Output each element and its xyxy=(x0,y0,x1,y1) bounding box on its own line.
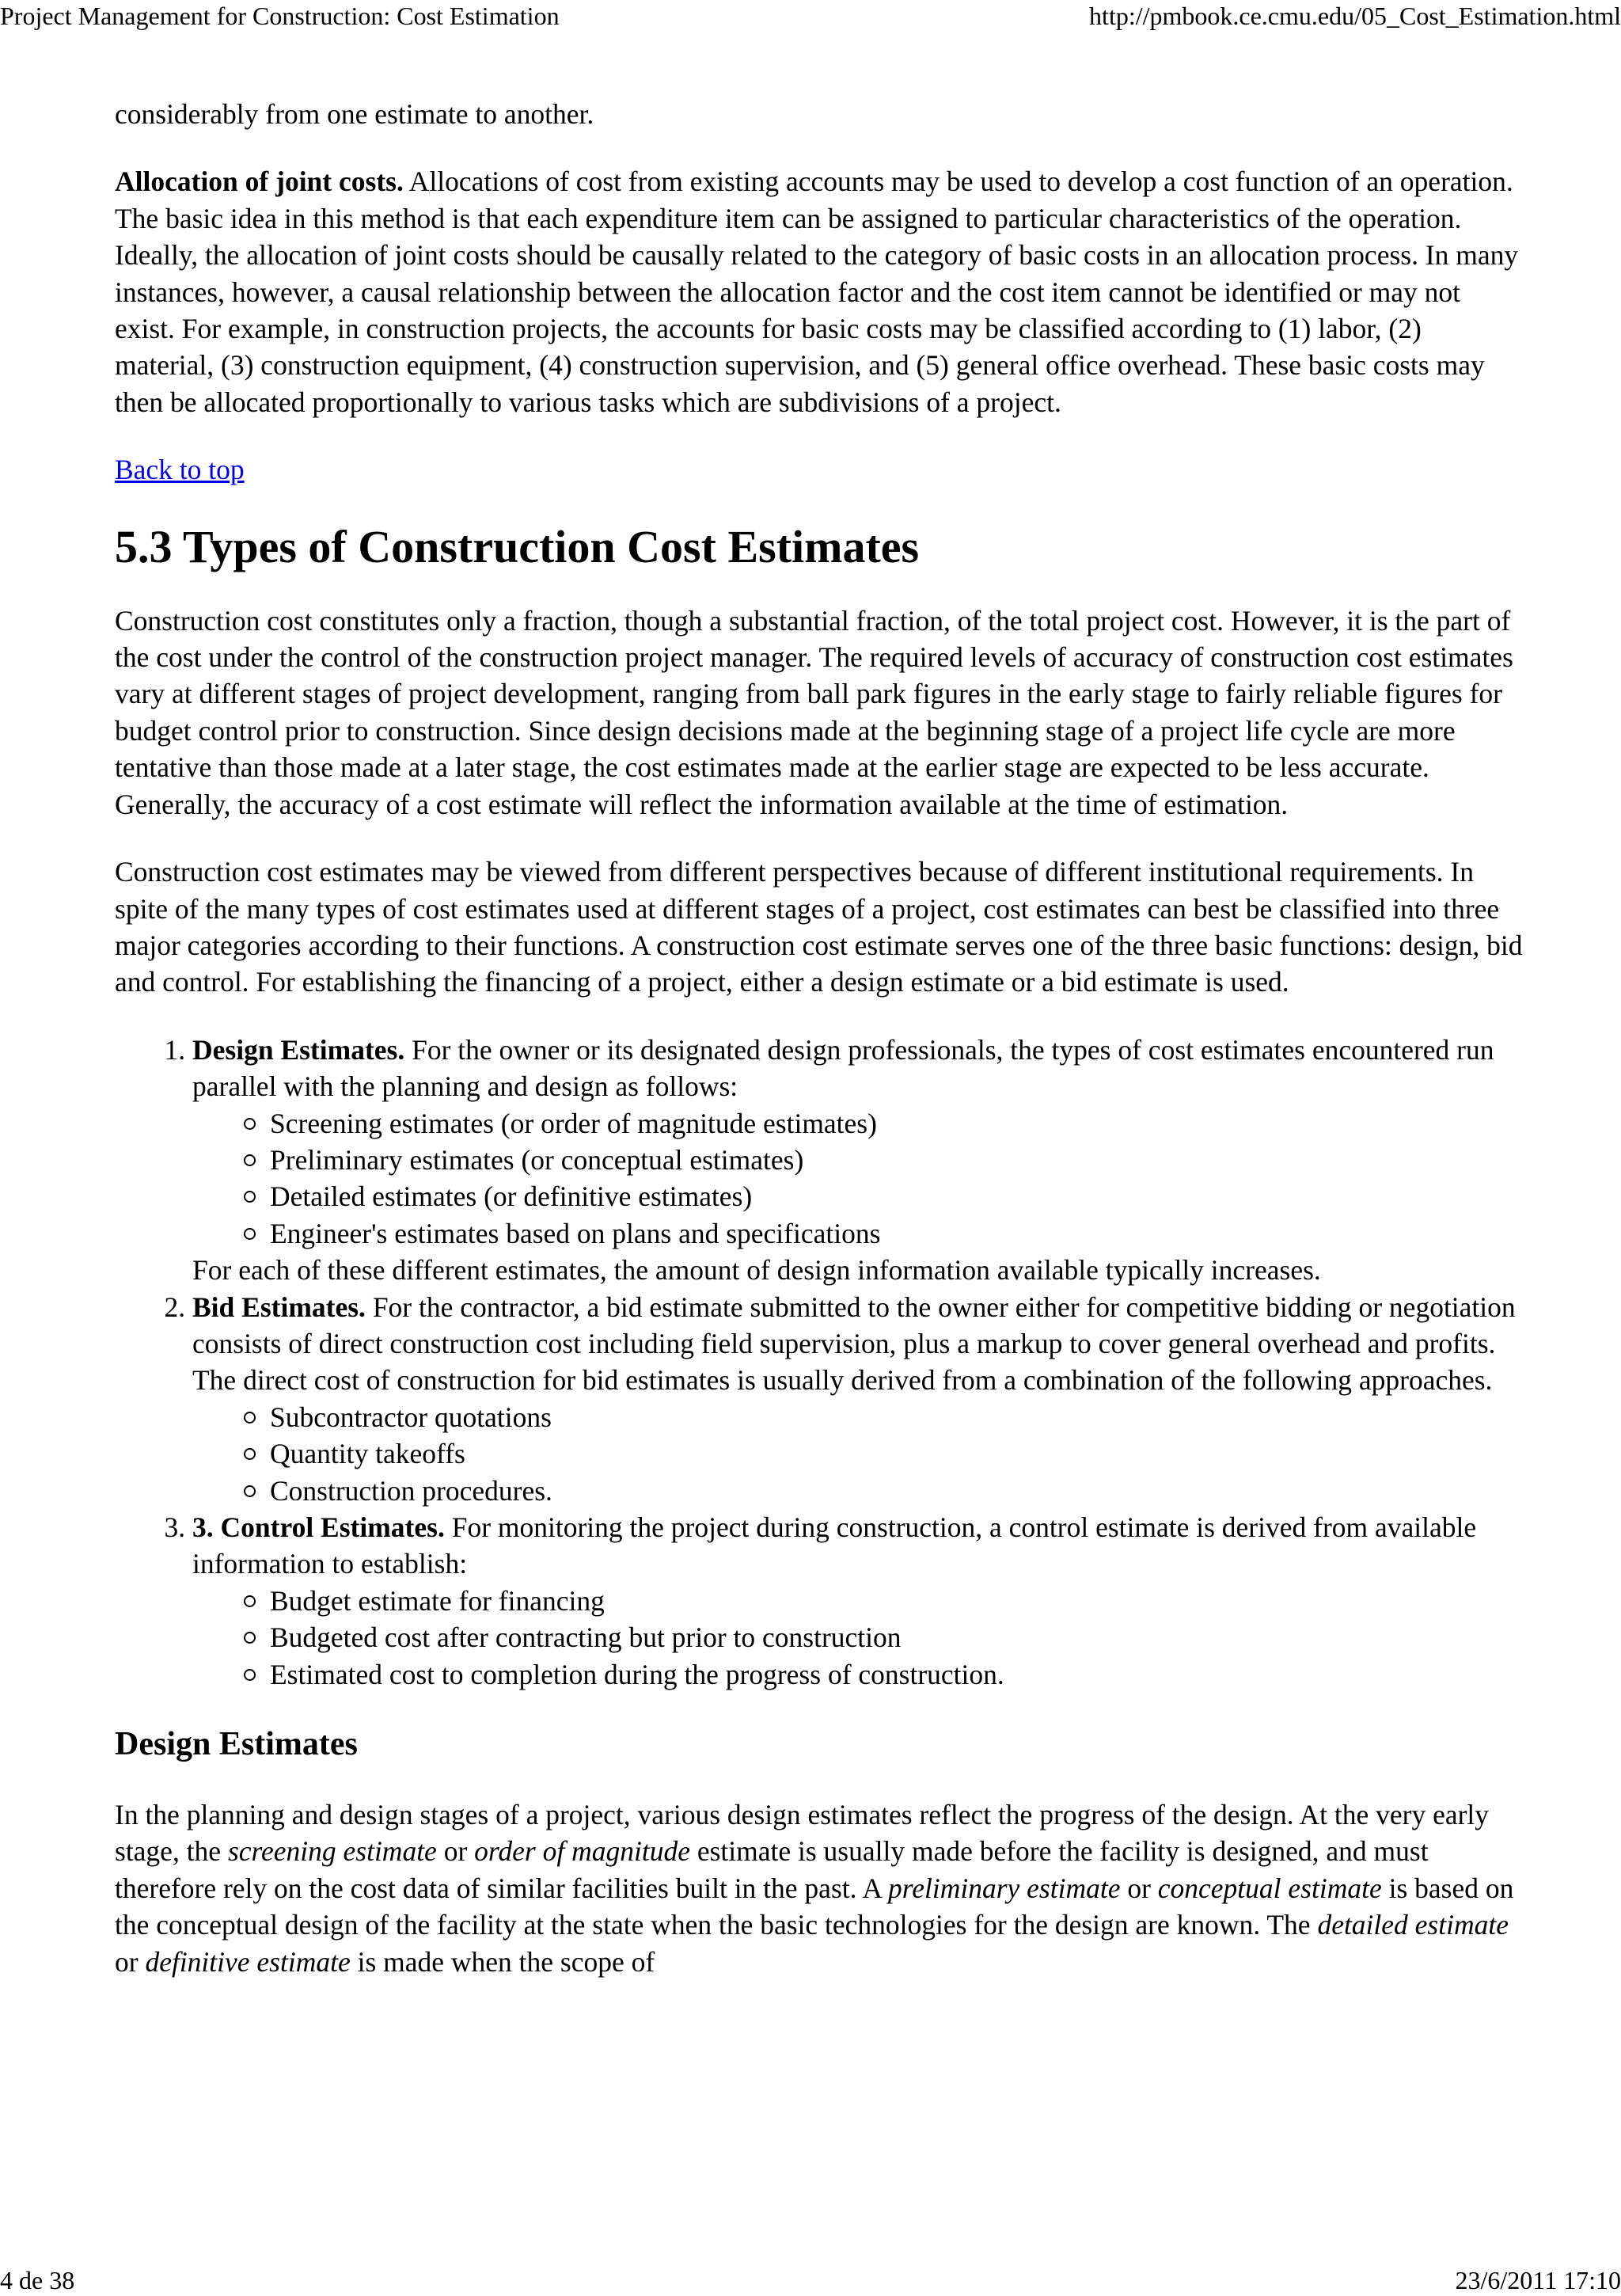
list-item-text: For the contractor, a bid estimate submitted to the owner either for competitive bidding or negotiation consists of direct construction cost including field supervision, plus a markup to cover general overhead and profits. The direct cost of construction for bid estimates is usually derived from a combination of the following approaches. xyxy=(192,1291,1516,1397)
sub-list-item: Subcontractor quotations xyxy=(270,1399,1524,1435)
text-run: estimate is usually made before the facility is designed, and must therefore rely on the cost data of similar facilities built in the past. A xyxy=(115,1835,1429,1904)
sub-list-item: Budgeted cost after contracting but prior to construction xyxy=(270,1619,1524,1655)
document-url: http://pmbook.ce.cmu.edu/05_Cost_Estimation.html xyxy=(1089,2,1621,30)
joint-costs-paragraph xyxy=(115,163,1524,420)
list-item-control xyxy=(192,1509,1524,1693)
list-item-title: Bid Estimates. xyxy=(192,1291,366,1323)
sub-list-item: Estimated cost to completion during the progress of construction. xyxy=(270,1656,1524,1693)
sub-list-item: Construction procedures. xyxy=(270,1473,1524,1509)
italic-term: detailed estimate xyxy=(1317,1909,1509,1941)
italic-term: screening estimate xyxy=(227,1835,437,1868)
print-header xyxy=(0,0,1621,32)
italic-term: definitive estimate xyxy=(145,1945,351,1978)
section-title: 5.3 Types of Construction Cost Estimates xyxy=(115,520,920,572)
sub-list xyxy=(192,1399,1524,1509)
print-footer xyxy=(0,2264,1621,2296)
text-run: or xyxy=(115,1945,146,1978)
sub-list xyxy=(192,1583,1524,1693)
list-item-title: 3. Control Estimates. xyxy=(192,1511,445,1543)
text-run: is made when the scope of xyxy=(350,1945,655,1978)
italic-term: order of magnitude xyxy=(474,1835,690,1868)
italic-term: conceptual estimate xyxy=(1157,1872,1382,1904)
text-run: is based on the conceptual design of the facility at the state when the basic technologies for the design are known. The xyxy=(115,1872,1514,1941)
sub-list-item: Detailed estimates (or definitive estimates) xyxy=(270,1178,1524,1215)
text-run: or xyxy=(1120,1872,1158,1904)
text-run: or xyxy=(436,1835,475,1868)
list-item-after-text: For each of these different estimates, the amount of design information available typically increases. xyxy=(192,1254,1321,1287)
list-item-text: For the owner or its designated design professionals, the types of cost estimates encountered run parallel with the planning and design as follows: xyxy=(192,1033,1494,1103)
back-to-top-paragraph xyxy=(115,451,1524,488)
italic-term: preliminary estimate xyxy=(887,1872,1121,1904)
sub-list-item: Screening estimates (or order of magnitude estimates) xyxy=(270,1105,1524,1142)
subsection-title: Design Estimates xyxy=(115,1726,358,1763)
sub-list-item: Engineer's estimates based on plans and specifications xyxy=(270,1215,1524,1252)
estimate-types-list xyxy=(115,1032,1524,1693)
joint-costs-text: Allocations of cost from existing accounts may be used to develop a cost function of an operation. The basic idea in this method is that each expenditure item can be assigned to particular characteristics of the operation. Ideally, the allocation of joint costs should be causally related to the category of basic costs in an allocation process. In many instances, however, a causal relationship between the allocation factor and the cost item cannot be identified or may not exist. For example, in construction projects, the accounts for basic costs may be classified according to (1) labor, (2) material, (3) construction equipment, (4) construction supervision, and (5) general office overhead. These basic costs may then be allocated proportionally to various tasks which are subdivisions of a project. xyxy=(115,165,1519,418)
paragraph-3 xyxy=(115,1796,1524,1980)
text-run: In the planning and design stages of a project, various design estimates reflect the progress of the design. At the very early stage, the xyxy=(115,1799,1490,1868)
paragraph-2: Construction cost estimates may be viewed from different perspectives because of different institutional requirements. In spite of the many types of cost estimates used at different stages of a project, cost estimates can best be classified into three major categories according to their functions. A construction cost estimate serves one of the three basic functions: design, bid and control. For establishing the financing of a project, either a design estimate or a bid estimate is used. xyxy=(115,856,1523,998)
list-item-text: For monitoring the project during construction, a control estimate is derived from available information to establish: xyxy=(192,1511,1477,1580)
paragraph-1: Construction cost constitutes only a fraction, though a substantial fraction, of the total project cost. However, it is the part of the cost under the control of the construction project manager. The required levels of accuracy of construction cost estimates vary at different stages of project development, ranging from ball park figures in the early stage to fairly reliable figures for budget control prior to construction. Since design decisions made at the beginning stage of a project life cycle are more tentative than those made at a later stage, the cost estimates made at the earlier stage are expected to be less accurate. Generally, the accuracy of a cost estimate will reflect the information available at the time of estimation. xyxy=(115,604,1513,820)
list-item-bid xyxy=(192,1289,1524,1509)
sub-list-item: Budget estimate for financing xyxy=(270,1583,1524,1619)
sub-list-item: Preliminary estimates (or conceptual estimates) xyxy=(270,1142,1524,1178)
list-item-design xyxy=(192,1032,1524,1289)
list-item-title: Design Estimates. xyxy=(192,1033,405,1066)
back-to-top-link[interactable]: Back to top xyxy=(115,454,245,486)
joint-costs-title: Allocation of joint costs. xyxy=(115,165,404,198)
sub-list xyxy=(192,1105,1524,1253)
document-title: Project Management for Construction: Cost Estimation xyxy=(0,2,560,30)
sub-list-item: Quantity takeoffs xyxy=(270,1435,1524,1472)
continuation-text: considerably from one estimate to another. xyxy=(115,98,594,130)
page-number: 4 de 38 xyxy=(0,2266,75,2294)
page-content xyxy=(115,79,1524,2011)
print-datetime: 23/6/2011 17:10 xyxy=(1455,2266,1621,2294)
